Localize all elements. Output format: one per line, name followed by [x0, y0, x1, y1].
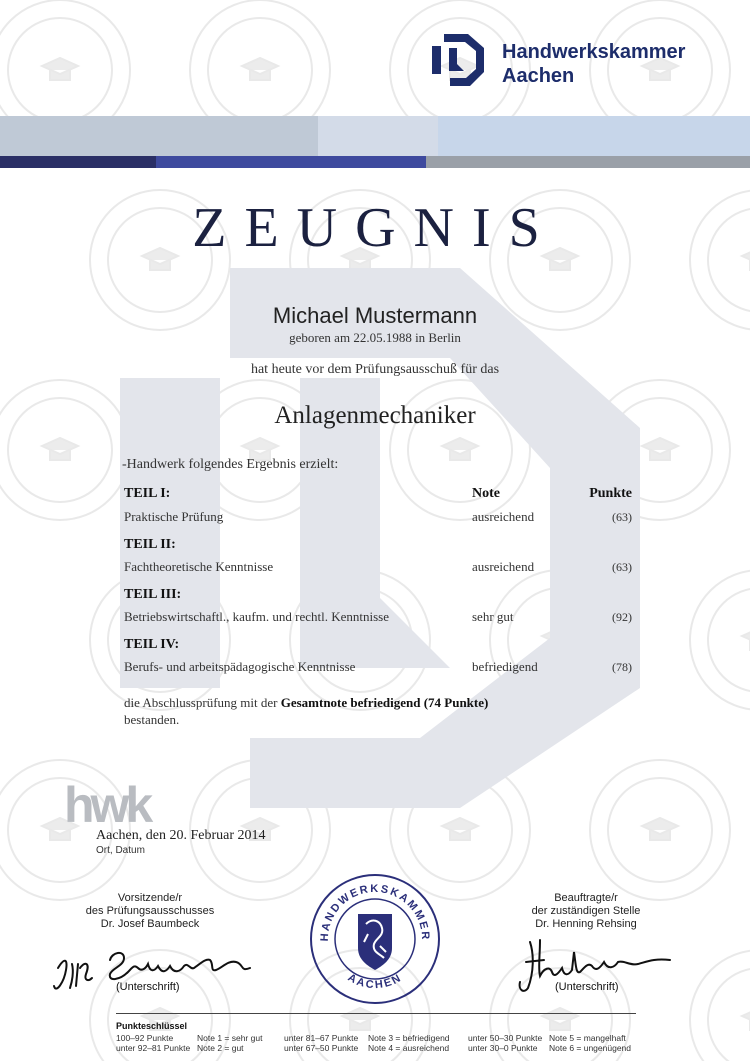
table-row-points: (63): [612, 560, 632, 574]
signature-left-label: (Unterschrift): [116, 981, 180, 993]
chamber-seal: [308, 872, 442, 1006]
table-row-subject: Fachtheoretische Kenntnisse: [124, 559, 274, 574]
header-band-grey: [426, 156, 750, 168]
table-part-header-3: TEIL III:: [124, 587, 182, 602]
table-row-subject: Betriebswirtschaftl., kaufm. und rechtl. Kenntnisse: [124, 609, 389, 624]
organization-name-line2: Aachen: [502, 65, 575, 87]
signatory-left-role: Vorsitzende/r: [117, 892, 183, 904]
table-part-header-1: TEIL I:: [124, 486, 171, 501]
table-row-grade: ausreichend: [472, 509, 535, 524]
handwerkskammer-logo-icon: [432, 34, 484, 86]
svg-text:AACHEN: AACHEN: [345, 971, 405, 992]
signatory-right: [516, 892, 656, 931]
grading-key-range: unter 50–30 Punkte: [468, 1033, 543, 1043]
header-band-mid: [156, 156, 426, 168]
summary-total-grade: Gesamtnote befriedigend (74 Punkte): [280, 695, 489, 710]
grading-key-range: unter 30–0 Punkte: [468, 1043, 538, 1053]
grading-key-grade: Note 1 = sehr gut: [197, 1033, 263, 1043]
grading-key-grade: Note 2 = gut: [197, 1043, 244, 1053]
table-row-subject: Praktische Prüfung: [124, 509, 224, 524]
summary-text: [124, 694, 488, 728]
trade-name: Anlagenmechaniker: [274, 402, 476, 429]
holder-name: Michael Mustermann: [272, 303, 478, 328]
table-row-points: (78): [612, 660, 632, 674]
grading-key-range: unter 92–81 Punkte: [116, 1043, 191, 1053]
signatory-right-body: der zuständigen Stelle: [531, 905, 641, 917]
summary-suffix: bestanden.: [124, 712, 180, 727]
header-band-grey-block-2: [318, 116, 438, 156]
summary-prefix: die Abschlussprüfung mit der: [124, 695, 281, 710]
document-title: ZEUGNIS: [192, 197, 558, 259]
holder-birth: geboren am 22.05.1988 in Berlin: [289, 330, 461, 345]
place-date-label: Ort, Datum: [96, 845, 145, 856]
footer-divider: [116, 1013, 636, 1014]
table-row-subject: Berufs- und arbeitspädagogische Kenntnisse: [124, 659, 356, 674]
table-note-header: Note: [472, 486, 500, 501]
grading-key-range: unter 81–67 Punkte: [284, 1033, 359, 1043]
signatory-right-name: Dr. Henning Rehsing: [535, 918, 637, 930]
result-intro: -Handwerk folgendes Ergebnis erzielt:: [122, 457, 339, 472]
svg-text:hwk: hwk: [64, 777, 150, 833]
signatory-right-role: Beauftragte/r: [554, 892, 618, 904]
table-row-grade: befriedigend: [472, 659, 538, 674]
table-part-header-2: TEIL II:: [124, 537, 176, 552]
signature-right-label: (Unterschrift): [555, 981, 619, 993]
table-row-points: (63): [612, 510, 632, 524]
grading-key-grade: Note 5 = mangelhaft: [549, 1033, 626, 1043]
svg-text:HANDWERKSKAMMER: HANDWERKSKAMMER: [318, 882, 432, 942]
grading-key-range: unter 67–50 Punkte: [284, 1043, 359, 1053]
signatory-left-body: des Prüfungsausschusses: [85, 905, 215, 917]
organization-name: [502, 40, 685, 88]
header-band-grey-block: [0, 116, 318, 156]
grading-key-grade: Note 3 = befriedigend: [368, 1033, 450, 1043]
grading-key-title: Punkteschlüssel: [116, 1021, 188, 1031]
grading-key-range: 100–92 Punkte: [116, 1033, 174, 1043]
table-row-grade: sehr gut: [472, 609, 514, 624]
signatory-left: [60, 892, 240, 931]
intro-text: hat heute vor dem Prüfungsausschuß für das: [250, 362, 500, 377]
table-row-grade: ausreichend: [472, 559, 535, 574]
grading-key-grade: Note 4 = ausreichend: [368, 1043, 450, 1053]
table-points-header: Punkte: [589, 486, 632, 501]
table-row-points: (92): [612, 610, 632, 624]
grading-key-grade: Note 6 = ungenügend: [549, 1043, 632, 1053]
place-date: Aachen, den 20. Februar 2014: [96, 828, 266, 843]
organization-name-line1: Handwerkskammer: [502, 41, 686, 63]
table-part-header-4: TEIL IV:: [124, 637, 180, 652]
header-band-dark: [0, 156, 156, 168]
signatory-left-name: Dr. Josef Baumbeck: [100, 918, 200, 930]
